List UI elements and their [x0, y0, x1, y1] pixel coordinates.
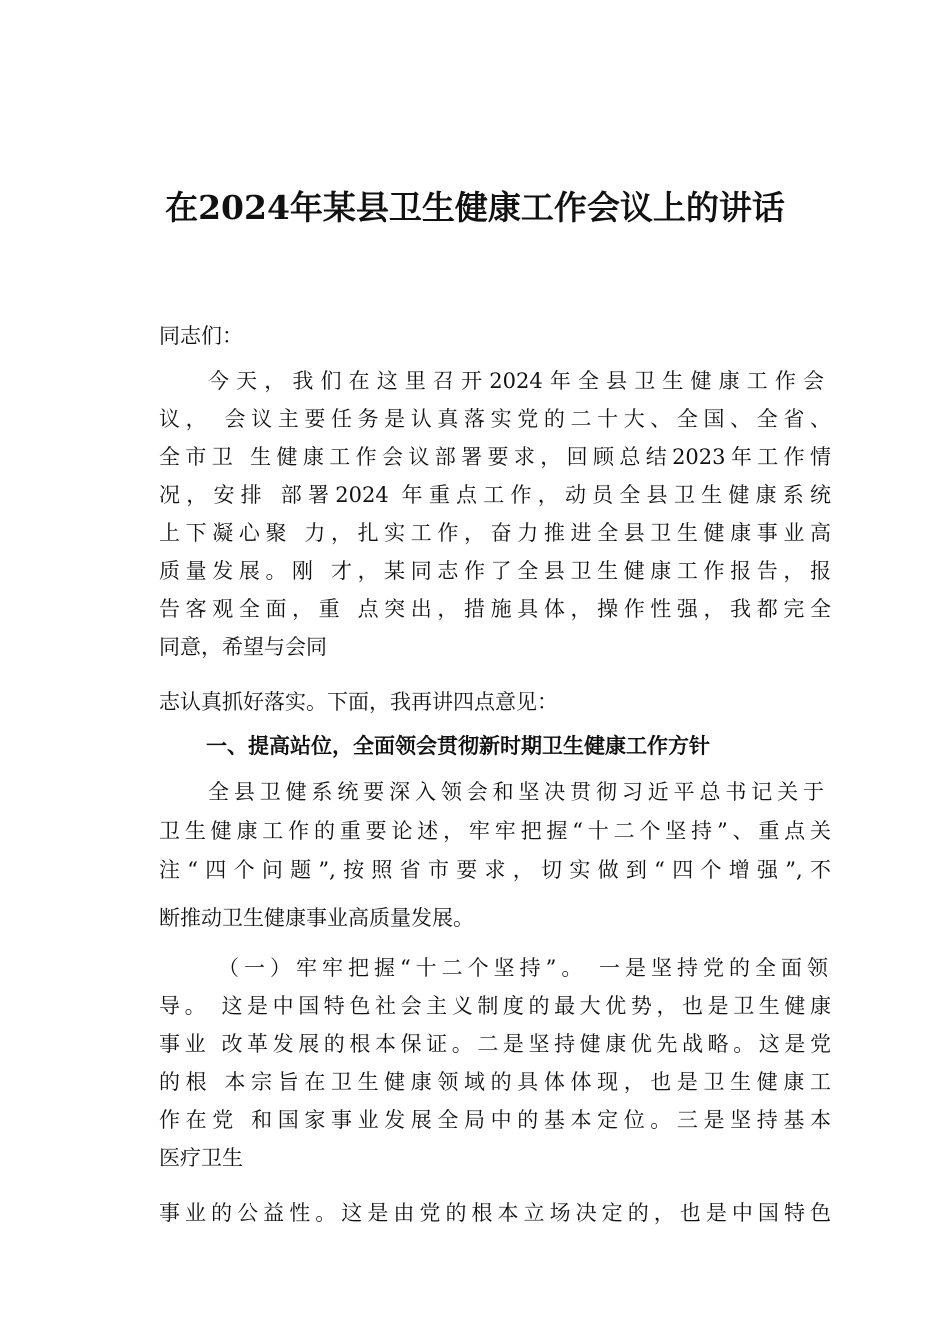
paragraph-line: 卫生健康工作的重要论述，牢牢把握“十二个坚持”、重点关 [159, 819, 831, 843]
paragraph-line: 今天，我们在这里召开2024年全县卫生健康工作会 [208, 369, 824, 393]
paragraph-line: 事业的公益性。这是由党的根本立场决定的，也是中国特色 [159, 1201, 831, 1225]
paragraph-line: 质量发展。刚 才，某同志作了全县卫生健康工作报告，报 [159, 559, 831, 583]
paragraph-line: （一）牢牢把握“十二个坚持”。 一是坚持党的全面领 [218, 956, 828, 980]
paragraph-line: 上下凝心聚 力，扎实工作，奋力推进全县卫生健康事业高 [159, 521, 831, 545]
paragraph-line: 全县卫健系统要深入领会和坚决贯彻习近平总书记关于 [208, 780, 824, 804]
section-heading: 一、提高站位，全面领会贯彻新时期卫生健康工作方针 [206, 734, 710, 758]
paragraph-line: 作在党 和国家事业发展全局中的基本定位。三是坚持基本 [159, 1108, 831, 1132]
paragraph-line: 事业 改革发展的根本保证。二是坚持健康优先战略。这是党 [159, 1032, 831, 1056]
paragraph-line: 告客观全面，重 点突出，措施具体，操作性强，我都完全 [159, 597, 831, 621]
document-title: 在2024年某县卫生健康工作会议上的讲话 [165, 188, 785, 227]
paragraph-line: 同意，希望与会同 [159, 635, 327, 659]
paragraph-line: 议， 会议主要任务是认真落实党的二十大、全国、全省、 [159, 407, 831, 431]
paragraph-line: 医疗卫生 [159, 1146, 243, 1170]
paragraph-line: 导。 这是中国特色社会主义制度的最大优势，也是卫生健康 [159, 994, 831, 1018]
paragraph-line: 况，安排 部署2024 年重点工作，动员全县卫生健康系统 [159, 483, 831, 507]
paragraph-line: 志认真抓好落实。下面，我再讲四点意见： [159, 690, 558, 714]
paragraph-line: 的根 本宗旨在卫生健康领域的具体体现，也是卫生健康工 [159, 1070, 831, 1094]
paragraph-line: 断推动卫生健康事业高质量发展。 [159, 906, 474, 930]
paragraph-line: 注“四个问题”,按照省市要求，切实做到“四个增强”,不 [159, 858, 831, 882]
salutation: 同志们： [159, 324, 243, 348]
paragraph-line: 全市卫 生健康工作会议部署要求，回顾总结2023年工作情 [159, 445, 831, 469]
